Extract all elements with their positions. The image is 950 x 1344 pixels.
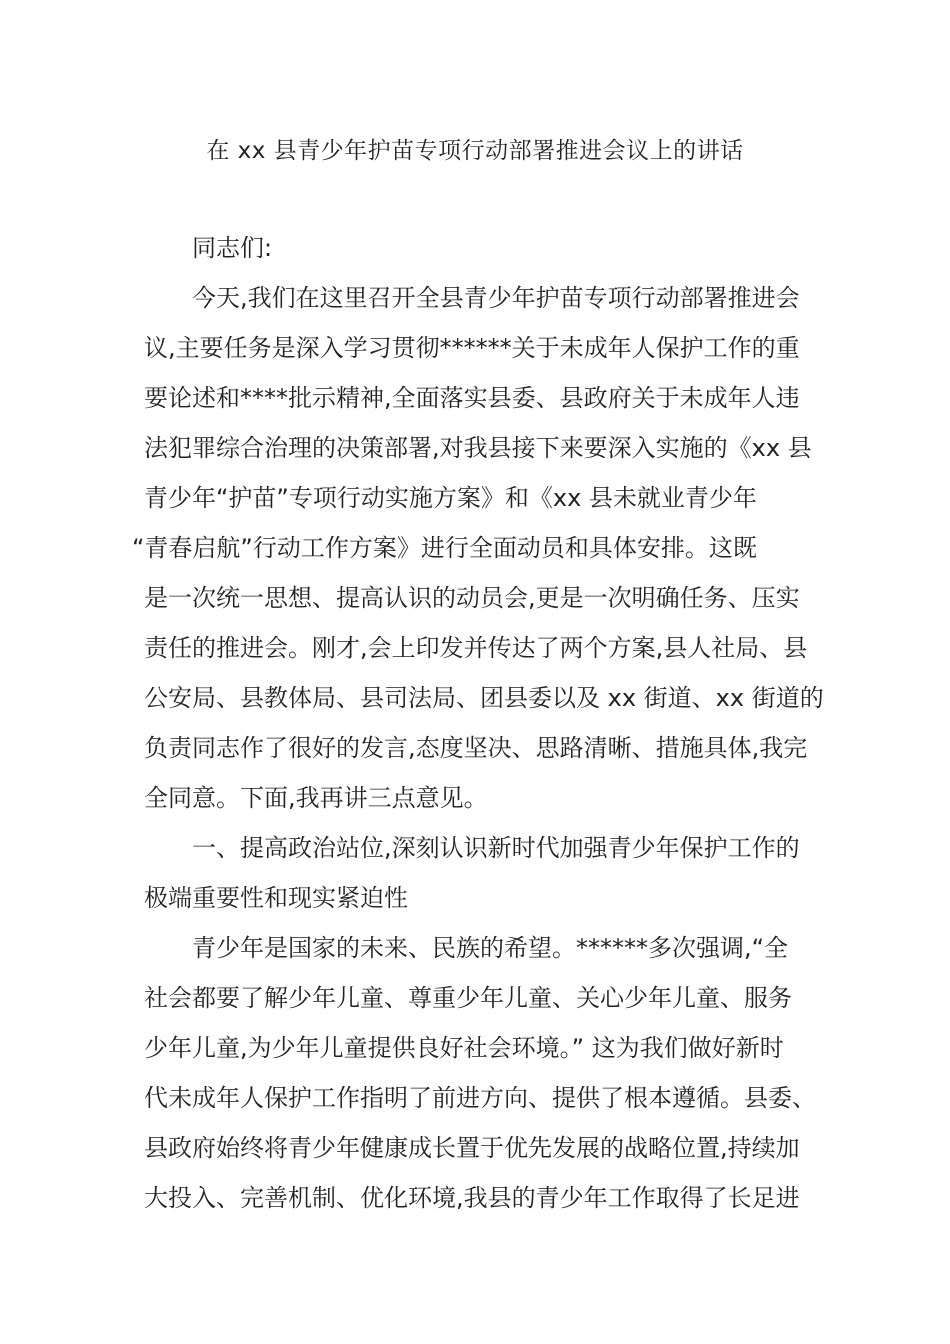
body-line: 青少年是国家的未来、民族的希望。******多次强调,“全 (192, 934, 789, 962)
body-line: 代未成年人保护工作指明了前进方向、提供了根本遵循。县委、 (144, 1084, 816, 1112)
body-line: “青春启航”行动工作方案》进行全面动员和具体安排。这既 (132, 534, 757, 562)
body-line: 负责同志作了很好的发言,态度坚决、思路清晰、措施具体,我完 (144, 734, 808, 762)
body-line: 少年儿童,为少年儿童提供良好社会环境。” 这为我们做好新时 (144, 1034, 784, 1062)
body-line: 青少年“护苗”专项行动实施方案》和《xx 县未就业青少年 (144, 484, 757, 512)
section-heading-line: 极端重要性和现实紧迫性 (144, 884, 408, 912)
section-heading-line: 一、提高政治站位,深刻认识新时代加强青少年保护工作的 (192, 834, 800, 862)
body-line: 责任的推进会。刚才,会上印发并传达了两个方案,县人社局、县 (144, 634, 808, 662)
body-line: 县政府始终将青少年健康成长置于优先发展的战略位置,持续加 (144, 1134, 800, 1162)
body-line: 议,主要任务是深入学习贯彻******关于未成年人保护工作的重 (144, 334, 800, 362)
body-line: 是一次统一思想、提高认识的动员会,更是一次明确任务、压实 (144, 584, 800, 612)
body-line: 大投入、完善机制、优化环境,我县的青少年工作取得了长足进 (144, 1184, 800, 1212)
salutation-line: 同志们: (192, 234, 273, 262)
body-line: 公安局、县教体局、县司法局、团县委以及 xx 街道、xx 街道的 (144, 684, 824, 712)
body-line: 今天,我们在这里召开全县青少年护苗专项行动部署推进会 (192, 284, 800, 312)
document-title: 在 xx 县青少年护苗专项行动部署推进会议上的讲话 (206, 138, 744, 164)
body-line: 社会都要了解少年儿童、尊重少年儿童、关心少年儿童、服务 (144, 984, 792, 1012)
body-line: 全同意。下面,我再讲三点意见。 (144, 784, 488, 812)
body-line: 法犯罪综合治理的决策部署,对我县接下来要深入实施的《xx 县 (144, 434, 812, 462)
body-line: 要论述和****批示精神,全面落实县委、县政府关于未成年人违 (144, 384, 800, 412)
